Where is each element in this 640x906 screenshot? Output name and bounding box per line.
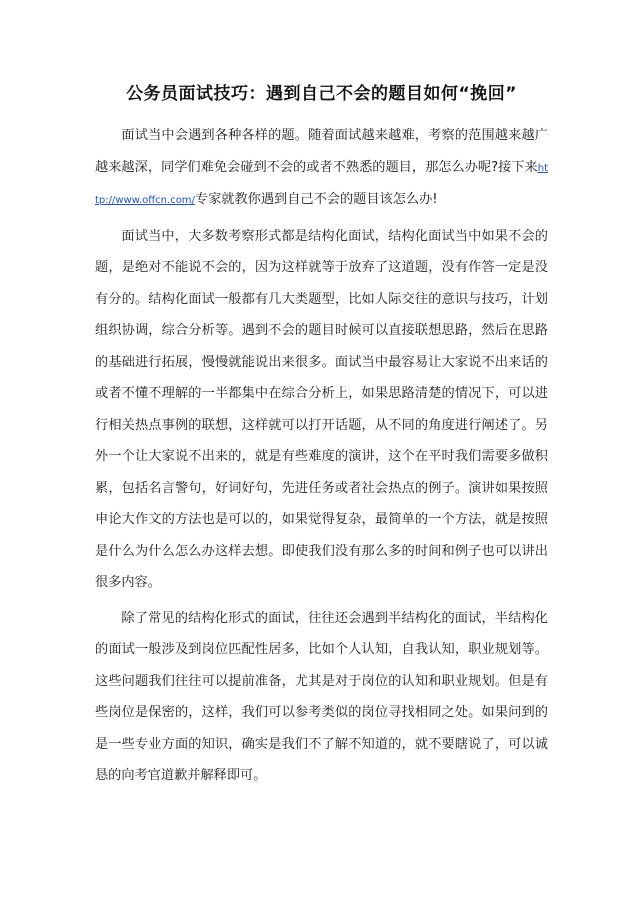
- intro-paragraph: [95, 120, 548, 217]
- body-paragraph-2: 除了常见的结构化形式的面试，往往还会遇到半结构化的面试，半结构化的面试一般涉及到岗位匹配性居多，比如个人认知，自我认知，职业规划等。这些问题我们往往可以提前准备，尤其是对于岗位的认知和职业规划。但是有些岗位是保密的，这样，我们可以参考类似的岗位寻找相同之处。如果问到的是一些专业方面的知识，确实是我们不了解不知道的，就不要瞎说了，可以诚恳的向考官道歉并解释即可。: [95, 610, 548, 783]
- intro-text-after: 专家就教你遇到自己不会的题目该怎么办!: [194, 192, 438, 207]
- intro-text-before: 面试当中会遇到各种各样的题。随着面试越来越难，考察的范围越来越广越来越深，同学们难免会碰到不会的或者不熟悉的题目，那怎么办呢?接下来: [95, 128, 548, 175]
- document-title: 公务员面试技巧：遇到自己不会的题目如何“挽回”: [126, 84, 517, 104]
- body-paragraph-1: 面试当中，大多数考察形式都是结构化面试，结构化面试当中如果不会的题，是绝对不能说不会的，因为这样就等于放弃了这道题，没有作答一定是没有分的。结构化面试一般都有几大类题型，比如人际交往的意识与技巧，计划组织协调，综合分析等。遇到不会的题目时候可以直接联想思路，然后在思路的基础进行拓展，慢慢就能说出来很多。面试当中最容易让大家说不出来话的或者不懂不理解的一半都集中在综合分析上，如果思路清楚的情况下，可以进行相关热点事例的联想，这样就可以打开话题，从不同的角度进行阐述了。另外一个让大家说不出来的，就是有些难度的演讲，这个在平时我们需要多做积累，包括名言警句，好词好句，先进任务或者社会热点的例子。演讲如果按照申论大作文的方法也是可以的，如果觉得复杂，最简单的一个方法，就是按照是什么为什么怎么办这样去想。即使我们没有那么多的时间和例子也可以讲出很多内容。: [95, 228, 548, 590]
- offcn-link[interactable]: http://www.offcn.com/: [95, 162, 548, 206]
